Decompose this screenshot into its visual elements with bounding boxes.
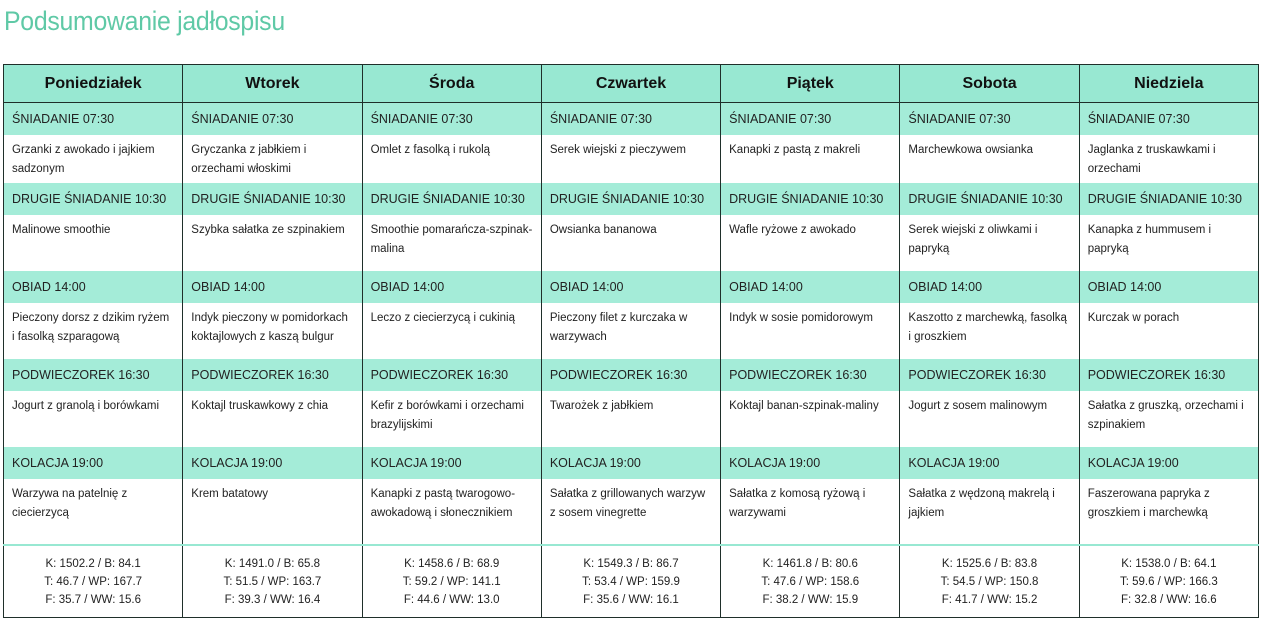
dish-cell: Indyk pieczony w pomidorkach koktajlowych z kaszą bulgur <box>183 303 362 359</box>
meal-time-label: PODWIECZOREK 16:30 <box>1079 359 1258 391</box>
meal-time-label: KOLACJA 19:00 <box>541 447 720 479</box>
dish-cell: Kurczak w porach <box>1079 303 1258 359</box>
nutrition-line: K: 1458.6 / B: 68.9 <box>404 557 500 570</box>
nutrition-line: T: 59.6 / WP: 166.3 <box>1119 575 1218 588</box>
meal-time-label: KOLACJA 19:00 <box>362 447 541 479</box>
dish-cell: Omlet z fasolką i rukolą <box>362 135 541 183</box>
meal-time-label: KOLACJA 19:00 <box>721 447 900 479</box>
meal-time-row <box>4 103 1259 136</box>
meal-time-label: DRUGIE ŚNIADANIE 10:30 <box>900 183 1079 215</box>
meal-time-label: DRUGIE ŚNIADANIE 10:30 <box>183 183 362 215</box>
nutrition-line: T: 46.7 / WP: 167.7 <box>44 575 143 588</box>
nutrition-line: K: 1549.3 / B: 86.7 <box>583 557 679 570</box>
nutrition-line: F: 44.6 / WW: 13.0 <box>403 593 500 606</box>
dish-cell: Sałatka z grillowanych warzyw z sosem vinegrette <box>541 479 720 545</box>
menu-body <box>4 103 1259 618</box>
meal-time-label: ŚNIADANIE 07:30 <box>4 103 183 136</box>
nutrition-line: K: 1502.2 / B: 84.1 <box>45 557 141 570</box>
dish-cell: Jogurt z sosem malinowym <box>900 391 1079 447</box>
nutrition-line: T: 51.5 / WP: 163.7 <box>223 575 322 588</box>
nutrition-line: K: 1525.6 / B: 83.8 <box>941 557 1038 570</box>
meal-time-label: PODWIECZOREK 16:30 <box>721 359 900 391</box>
dish-cell: Owsianka bananowa <box>541 215 720 271</box>
dish-cell: Sałatka z komosą ryżową i warzywami <box>721 479 900 545</box>
meal-time-row <box>4 359 1259 391</box>
nutrition-totals-cell <box>362 545 541 618</box>
meal-time-label: PODWIECZOREK 16:30 <box>362 359 541 391</box>
meal-time-row <box>4 183 1259 215</box>
dish-cell: Serek wiejski z pieczywem <box>541 135 720 183</box>
meal-time-label: ŚNIADANIE 07:30 <box>362 103 541 136</box>
dish-cell: Sałatka z gruszką, orzechami i szpinakiem <box>1079 391 1258 447</box>
dish-cell: Leczo z ciecierzycą i cukinią <box>362 303 541 359</box>
meal-time-label: ŚNIADANIE 07:30 <box>1079 103 1258 136</box>
meal-time-label: OBIAD 14:00 <box>541 271 720 303</box>
meal-time-label: OBIAD 14:00 <box>4 271 183 303</box>
nutrition-line: F: 35.6 / WW: 16.1 <box>583 593 679 606</box>
dish-row <box>4 391 1259 447</box>
dish-row <box>4 135 1259 183</box>
dish-cell: Kefir z borówkami i orzechami brazylijskimi <box>362 391 541 447</box>
meal-time-label: KOLACJA 19:00 <box>1079 447 1258 479</box>
meal-time-label: OBIAD 14:00 <box>183 271 362 303</box>
nutrition-line: F: 41.7 / WW: 15.2 <box>941 593 1038 606</box>
day-header: Piątek <box>721 65 900 103</box>
nutrition-line: T: 59.2 / WP: 141.1 <box>402 575 501 588</box>
dish-cell: Faszerowana papryka z groszkiem i marchewką <box>1079 479 1258 545</box>
meal-time-label: ŚNIADANIE 07:30 <box>183 103 362 136</box>
nutrition-line: K: 1461.8 / B: 80.6 <box>762 557 858 570</box>
dish-cell: Pieczony filet z kurczaka w warzywach <box>541 303 720 359</box>
meal-time-label: ŚNIADANIE 07:30 <box>721 103 900 136</box>
nutrition-totals-cell <box>900 545 1079 618</box>
dish-cell: Wafle ryżowe z awokado <box>721 215 900 271</box>
meal-time-label: DRUGIE ŚNIADANIE 10:30 <box>541 183 720 215</box>
meal-time-label: KOLACJA 19:00 <box>4 447 183 479</box>
dish-cell: Grzanki z awokado i jajkiem sadzonym <box>4 135 183 183</box>
meal-time-label: OBIAD 14:00 <box>1079 271 1258 303</box>
dish-cell: Jogurt z granolą i borówkami <box>4 391 183 447</box>
nutrition-line: K: 1491.0 / B: 65.8 <box>224 557 321 570</box>
meal-time-label: DRUGIE ŚNIADANIE 10:30 <box>1079 183 1258 215</box>
dish-cell: Twarożek z jabłkiem <box>541 391 720 447</box>
day-header: Wtorek <box>183 65 362 103</box>
dish-cell: Indyk w sosie pomidorowym <box>721 303 900 359</box>
dish-cell: Gryczanka z jabłkiem i orzechami włoskimi <box>183 135 362 183</box>
menu-summary-table <box>3 64 1259 618</box>
dish-cell: Sałatka z wędzoną makrelą i jajkiem <box>900 479 1079 545</box>
nutrition-line: F: 39.3 / WW: 16.4 <box>224 593 321 606</box>
meal-time-label: DRUGIE ŚNIADANIE 10:30 <box>4 183 183 215</box>
nutrition-line: K: 1538.0 / B: 64.1 <box>1121 557 1217 570</box>
nutrition-line: F: 35.7 / WW: 15.6 <box>45 593 141 606</box>
page-title: Podsumowanie jadłospisu <box>4 6 285 36</box>
day-header: Sobota <box>900 65 1079 103</box>
meal-time-label: PODWIECZOREK 16:30 <box>541 359 720 391</box>
dish-cell: Koktajl banan-szpinak-maliny <box>721 391 900 447</box>
meal-time-label: PODWIECZOREK 16:30 <box>900 359 1079 391</box>
meal-time-row <box>4 447 1259 479</box>
meal-time-label: PODWIECZOREK 16:30 <box>183 359 362 391</box>
dish-cell: Warzywa na patelnię z ciecierzycą <box>4 479 183 545</box>
nutrition-totals-cell <box>721 545 900 618</box>
meal-time-label: OBIAD 14:00 <box>721 271 900 303</box>
nutrition-totals-cell <box>1079 545 1258 618</box>
meal-time-label: OBIAD 14:00 <box>900 271 1079 303</box>
day-header-row <box>4 65 1259 103</box>
day-header: Niedziela <box>1079 65 1258 103</box>
meal-time-label: KOLACJA 19:00 <box>183 447 362 479</box>
nutrition-totals-cell <box>4 545 183 618</box>
meal-time-label: DRUGIE ŚNIADANIE 10:30 <box>721 183 900 215</box>
nutrition-line: F: 32.8 / WW: 16.6 <box>1121 593 1217 606</box>
nutrition-totals-cell <box>183 545 362 618</box>
nutrition-line: T: 47.6 / WP: 158.6 <box>761 575 860 588</box>
dish-cell: Kanapki z pastą twarogowo-awokadową i słonecznikiem <box>362 479 541 545</box>
dish-cell: Jaglanka z truskawkami i orzechami <box>1079 135 1258 183</box>
dish-cell: Marchewkowa owsianka <box>900 135 1079 183</box>
meal-time-label: ŚNIADANIE 07:30 <box>900 103 1079 136</box>
meal-time-label: PODWIECZOREK 16:30 <box>4 359 183 391</box>
dish-row <box>4 479 1259 545</box>
dish-cell: Koktajl truskawkowy z chia <box>183 391 362 447</box>
nutrition-line: F: 38.2 / WW: 15.9 <box>762 593 859 606</box>
nutrition-line: T: 53.4 / WP: 159.9 <box>582 575 680 588</box>
meal-time-label: DRUGIE ŚNIADANIE 10:30 <box>362 183 541 215</box>
day-header: Środa <box>362 65 541 103</box>
dish-cell: Malinowe smoothie <box>4 215 183 271</box>
dish-cell: Pieczony dorsz z dzikim ryżem i fasolką szparagową <box>4 303 183 359</box>
meal-time-label: KOLACJA 19:00 <box>900 447 1079 479</box>
nutrition-line: T: 54.5 / WP: 150.8 <box>940 575 1039 588</box>
dish-cell: Kanapka z hummusem i papryką <box>1079 215 1258 271</box>
meal-time-label: ŚNIADANIE 07:30 <box>541 103 720 136</box>
dish-cell: Krem batatowy <box>183 479 362 545</box>
dish-cell: Serek wiejski z oliwkami i papryką <box>900 215 1079 271</box>
day-header: Poniedziałek <box>4 65 183 103</box>
dish-row <box>4 303 1259 359</box>
dish-cell: Smoothie pomarańcza-szpinak-malina <box>362 215 541 271</box>
meal-time-row <box>4 271 1259 303</box>
day-header: Czwartek <box>541 65 720 103</box>
dish-row <box>4 215 1259 271</box>
nutrition-totals-cell <box>541 545 720 618</box>
dish-cell: Kaszotto z marchewką, fasolką i groszkiem <box>900 303 1079 359</box>
meal-time-label: OBIAD 14:00 <box>362 271 541 303</box>
nutrition-totals-row <box>4 545 1259 618</box>
dish-cell: Szybka sałatka ze szpinakiem <box>183 215 362 271</box>
dish-cell: Kanapki z pastą z makreli <box>721 135 900 183</box>
